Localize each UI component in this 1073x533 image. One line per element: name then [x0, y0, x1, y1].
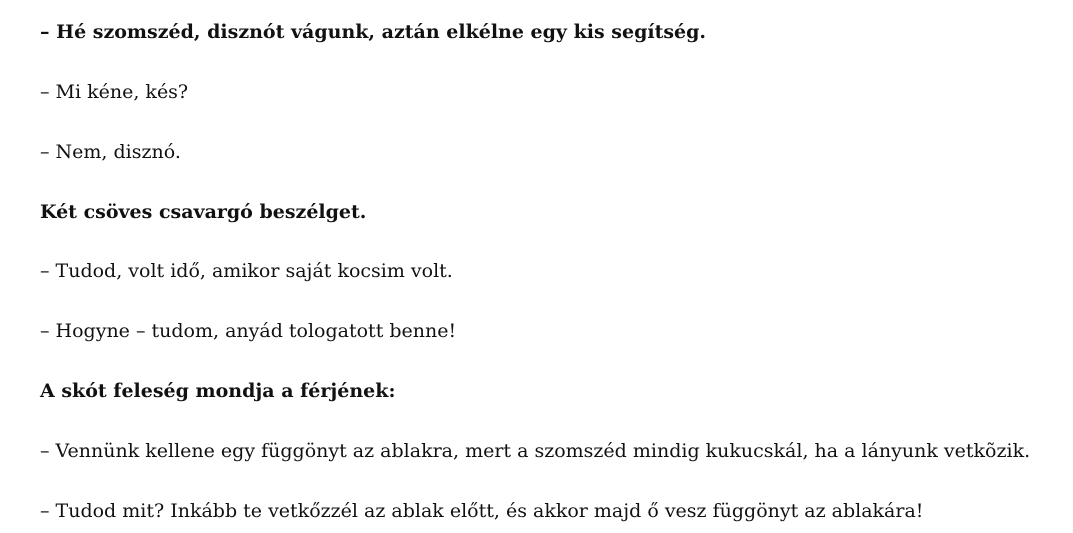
joke-1-line-3: – Nem, disznó. — [40, 141, 181, 163]
joke-2-line-2: – Hogyne – tudom, anyád tologatott benne! — [40, 320, 457, 342]
joke-1-line-2: – Mi kéne, kés? — [40, 81, 189, 103]
joke-3-intro: A skót feleség mondja a férjének: — [40, 380, 396, 402]
joke-3-line-2: – Tudod mit? Inkább te vetkőzzél az ablak előtt, és akkor majd ő vesz függönyt az ablakára! — [40, 500, 924, 522]
joke-2-intro: Két csöves csavargó beszélget. — [40, 201, 367, 223]
joke-1-line-1: – Hé szomszéd, disznót vágunk, aztán elkélne egy kis segítség. — [40, 21, 707, 43]
joke-3-line-1: – Vennünk kellene egy függönyt az ablakra, mert a szomszéd mindig kukucskál, ha a lányunk vetkõzik. — [40, 440, 1031, 462]
joke-2-line-1: – Tudod, volt idő, amikor saját kocsim volt. — [40, 260, 453, 282]
